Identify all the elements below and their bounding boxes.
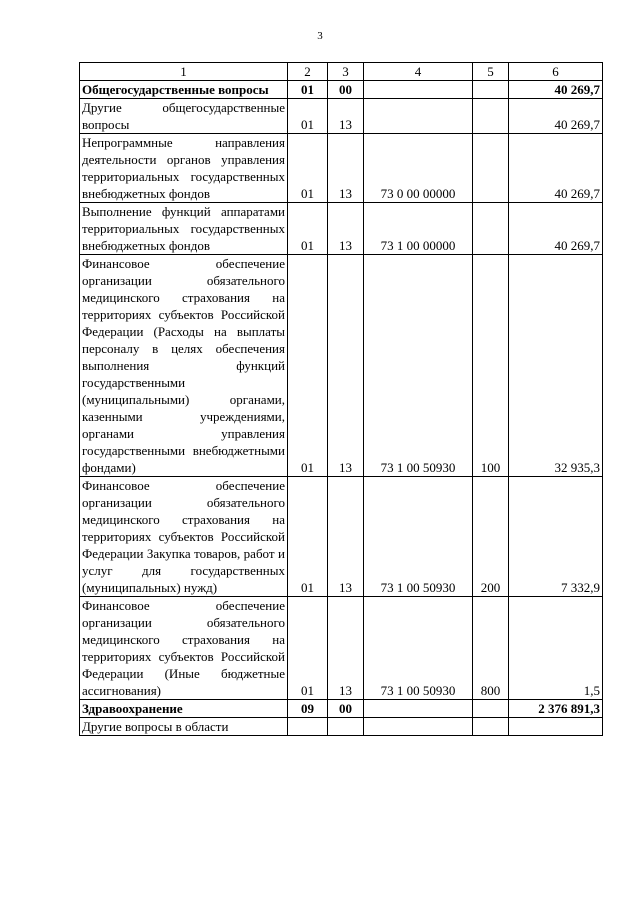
subsection-code-cell: 13: [328, 203, 364, 255]
amount-cell: 1,5: [509, 597, 603, 700]
expense-type-cell: [473, 81, 509, 99]
target-article-cell: 73 1 00 50930: [364, 597, 473, 700]
amount-cell: 7 332,9: [509, 477, 603, 597]
amount-cell: 40 269,7: [509, 134, 603, 203]
header-cell: 5: [473, 63, 509, 81]
header-cell: 4: [364, 63, 473, 81]
table-row: [80, 99, 603, 134]
table-row: [80, 597, 603, 700]
header-cell: 1: [80, 63, 288, 81]
subsection-code-cell: [328, 718, 364, 736]
page-number: 3: [317, 30, 323, 42]
amount-cell: 40 269,7: [509, 81, 603, 99]
row-name-cell: Непрограммные направления деятельности органов управления территориальных государственных внебюджетных фондов: [80, 134, 288, 203]
row-name-cell: Финансовое обеспечение организации обязательного медицинского страхования на территориях субъектов Российской Федерации Закупка товаров, работ и услуг для государственных (муниципальных) нужд): [80, 477, 288, 597]
table-row: [80, 718, 603, 736]
section-code-cell: 09: [288, 700, 328, 718]
subsection-code-cell: 00: [328, 81, 364, 99]
row-name-cell: Здравоохранение: [80, 700, 288, 718]
section-code-cell: 01: [288, 597, 328, 700]
table-row: [80, 203, 603, 255]
expense-type-cell: [473, 134, 509, 203]
subsection-code-cell: 13: [328, 255, 364, 477]
header-cell: 3: [328, 63, 364, 81]
expense-type-cell: [473, 718, 509, 736]
row-name-cell: Финансовое обеспечение организации обязательного медицинского страхования на территориях субъектов Российской Федерации (Расходы на выплаты персоналу в целях обеспечения выполнения функций государственными (муниципальными) органами, казенными учреждениями, органами управления государственными внебюджетными фондами): [80, 255, 288, 477]
target-article-cell: 73 1 00 00000: [364, 203, 473, 255]
amount-cell: 2 376 891,3: [509, 700, 603, 718]
header-cell: 6: [509, 63, 603, 81]
target-article-cell: 73 1 00 50930: [364, 477, 473, 597]
amount-cell: [509, 718, 603, 736]
section-code-cell: 01: [288, 134, 328, 203]
table-row: [80, 134, 603, 203]
section-code-cell: 01: [288, 203, 328, 255]
expense-type-cell: [473, 700, 509, 718]
expense-type-cell: 100: [473, 255, 509, 477]
table-row: [80, 81, 603, 99]
subsection-code-cell: 13: [328, 99, 364, 134]
row-name-cell: Выполнение функций аппаратами территориальных государственных внебюджетных фондов: [80, 203, 288, 255]
table-row: [80, 477, 603, 597]
target-article-cell: [364, 81, 473, 99]
table-header-row: [80, 63, 603, 81]
row-name-cell: Финансовое обеспечение организации обязательного медицинского страхования на территориях субъектов Российской Федерации (Иные бюджетные ассигнования): [80, 597, 288, 700]
row-name-cell: Другие вопросы в области: [80, 718, 288, 736]
section-code-cell: 01: [288, 477, 328, 597]
target-article-cell: [364, 99, 473, 134]
expense-type-cell: [473, 99, 509, 134]
header-cell: 2: [288, 63, 328, 81]
expense-type-cell: 200: [473, 477, 509, 597]
expense-type-cell: 800: [473, 597, 509, 700]
amount-cell: 32 935,3: [509, 255, 603, 477]
row-name-cell: Общегосударственные вопросы: [80, 81, 288, 99]
section-code-cell: 01: [288, 255, 328, 477]
amount-cell: 40 269,7: [509, 203, 603, 255]
subsection-code-cell: 13: [328, 477, 364, 597]
target-article-cell: 73 0 00 00000: [364, 134, 473, 203]
subsection-code-cell: 13: [328, 597, 364, 700]
table-row: [80, 255, 603, 477]
expense-type-cell: [473, 203, 509, 255]
subsection-code-cell: 00: [328, 700, 364, 718]
section-code-cell: [288, 718, 328, 736]
target-article-cell: 73 1 00 50930: [364, 255, 473, 477]
table-row: [80, 700, 603, 718]
target-article-cell: [364, 718, 473, 736]
target-article-cell: [364, 700, 473, 718]
row-name-cell: Другие общегосударственные вопросы: [80, 99, 288, 134]
section-code-cell: 01: [288, 81, 328, 99]
amount-cell: 40 269,7: [509, 99, 603, 134]
subsection-code-cell: 13: [328, 134, 364, 203]
budget-table: [79, 62, 603, 736]
section-code-cell: 01: [288, 99, 328, 134]
